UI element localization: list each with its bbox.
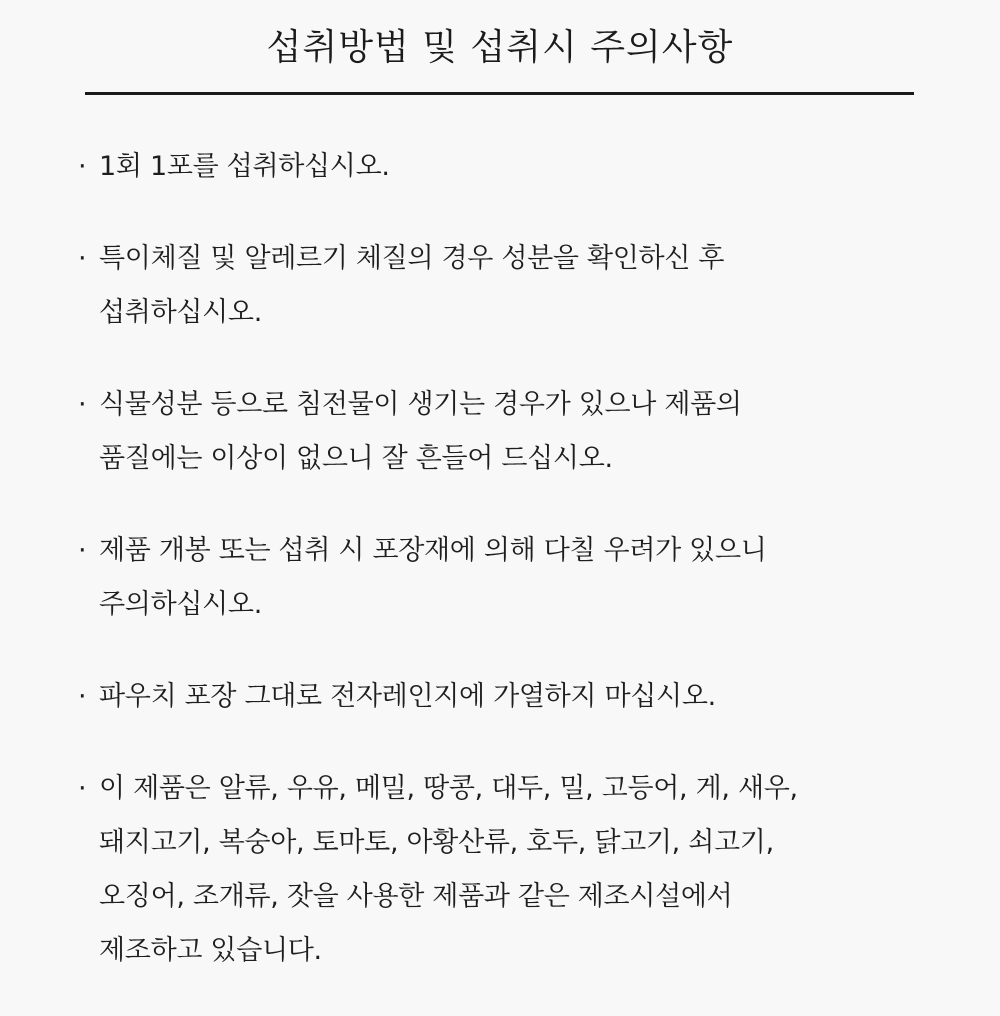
list-item xyxy=(78,232,938,340)
page-title: 섭취방법 및 섭취시 주의사항 xyxy=(266,27,734,68)
list-item xyxy=(78,670,938,724)
item-text-line: 특이체질 및 알레르기 체질의 경우 성분을 확인하신 후 xyxy=(99,243,725,274)
bullet-icon: · xyxy=(78,535,87,566)
item-text-line: 제조하고 있습니다. xyxy=(99,935,322,966)
bullet-icon: · xyxy=(78,151,87,182)
precautions-list xyxy=(78,140,938,1016)
bullet-icon: · xyxy=(78,773,87,804)
list-item xyxy=(78,524,938,632)
item-text-line: 제품 개봉 또는 섭취 시 포장재에 의해 다칠 우려가 있으니 xyxy=(99,535,767,566)
item-text-line: 1회 1포를 섭취하십시오. xyxy=(99,151,390,182)
item-text-line: 이 제품은 알류, 우유, 메밀, 땅콩, 대두, 밀, 고등어, 게, 새우, xyxy=(99,773,798,804)
item-text-line: 식물성분 등으로 침전물이 생기는 경우가 있으나 제품의 xyxy=(99,389,742,420)
item-text-line: 섭취하십시오. xyxy=(99,297,262,328)
bullet-icon: · xyxy=(78,389,87,420)
title-divider xyxy=(85,92,914,95)
list-item xyxy=(78,762,938,978)
bullet-icon: · xyxy=(78,243,87,274)
item-text-line: 오징어, 조개류, 잣을 사용한 제품과 같은 제조시설에서 xyxy=(99,881,733,912)
item-text-line: 돼지고기, 복숭아, 토마토, 아황산류, 호두, 닭고기, 쇠고기, xyxy=(99,827,774,858)
item-text-line: 파우치 포장 그대로 전자레인지에 가열하지 마십시오. xyxy=(99,681,716,712)
item-text-line: 주의하십시오. xyxy=(99,589,262,620)
item-text-line: 품질에는 이상이 없으니 잘 흔들어 드십시오. xyxy=(99,443,613,474)
list-item xyxy=(78,140,938,194)
list-item xyxy=(78,378,938,486)
bullet-icon: · xyxy=(78,681,87,712)
